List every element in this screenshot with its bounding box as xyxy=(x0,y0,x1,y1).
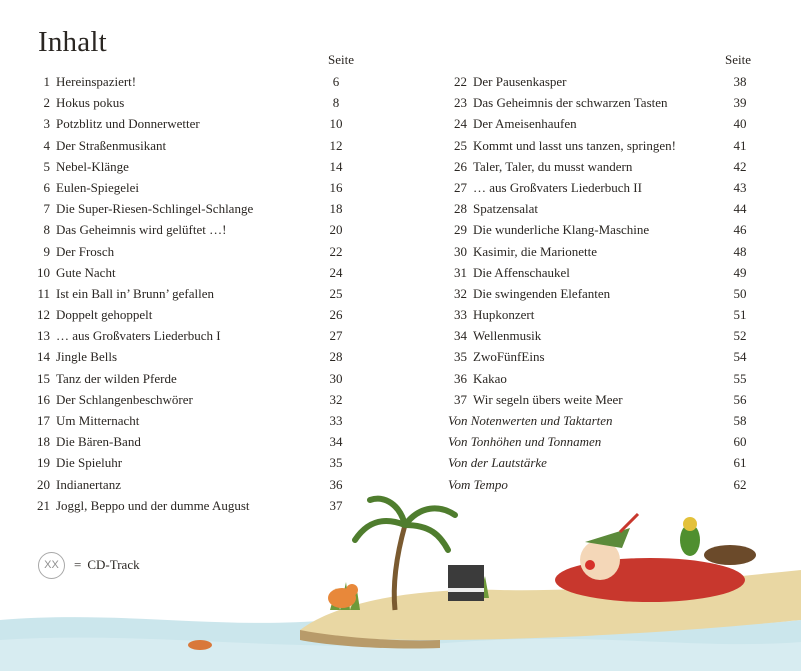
toc-entry-page: 35 xyxy=(329,455,343,471)
toc-entry-title: Doppelt gehoppelt xyxy=(56,307,153,323)
toc-entry xyxy=(30,241,350,262)
toc-entry-number: 9 xyxy=(43,243,50,259)
toc-entry-page: 26 xyxy=(329,307,343,323)
toc-entry-page: 28 xyxy=(329,349,343,365)
toc-entry-page: 58 xyxy=(733,413,747,428)
toc-entry-number: 1 xyxy=(43,74,50,89)
toc-entry-number: 34 xyxy=(454,328,467,344)
toc-entry-title: Kakao xyxy=(473,370,507,386)
toc-entry-number: 23 xyxy=(454,95,467,111)
toc-entry-title: Der Pausenkasper xyxy=(473,74,567,89)
toc-entry-number: 15 xyxy=(37,370,50,386)
toc-entry-number: 36 xyxy=(454,370,467,386)
toc-entry-number: 24 xyxy=(454,116,467,132)
toc-entry-page: 52 xyxy=(733,328,747,344)
toc-entry-number: 30 xyxy=(454,243,467,259)
toc-entry-title: Wellenmusik xyxy=(473,328,542,344)
toc-entry-number: 3 xyxy=(43,116,50,132)
toc-entry-title: Von Notenwerten und Taktarten xyxy=(448,413,613,428)
toc-entry-number: 22 xyxy=(454,74,467,89)
toc-entry xyxy=(30,368,350,389)
toc-entry-page: 20 xyxy=(329,222,343,238)
toc-entry-title: Joggl, Beppo und der dumme August xyxy=(56,497,250,513)
right-page-column-header: Seite xyxy=(725,52,751,67)
toc-entry-title: … aus Großvaters Liederbuch II xyxy=(473,179,642,195)
toc-entry xyxy=(30,410,350,431)
toc-entry-title: … aus Großvaters Liederbuch I xyxy=(56,328,221,344)
toc-entry xyxy=(447,219,777,240)
toc-entry-number: 25 xyxy=(454,137,467,153)
toc-entry-title: Spatzensalat xyxy=(473,201,538,217)
toc-entry-page: 14 xyxy=(329,158,343,174)
toc-entry xyxy=(30,346,350,367)
toc-entry xyxy=(447,198,777,219)
toc-entry-page: 36 xyxy=(329,476,343,492)
toc-entry-number: 35 xyxy=(454,349,467,365)
clown-nose xyxy=(585,560,595,570)
toc-entry xyxy=(30,71,350,92)
toc-entry-number: 27 xyxy=(454,179,467,195)
toc-entry xyxy=(447,71,777,92)
toc-entry-page: 22 xyxy=(329,243,343,259)
toc-entry xyxy=(447,262,777,283)
toc-entry xyxy=(447,135,777,156)
toc-entry-title: Tanz der wilden Pferde xyxy=(56,370,177,386)
toc-entry-number: 31 xyxy=(454,264,467,280)
toc-entry-title: Jingle Bells xyxy=(56,349,118,365)
toc-entry-title: Der Ameisenhaufen xyxy=(473,116,577,132)
toc-entry-page: 34 xyxy=(329,434,343,450)
toc-entry xyxy=(30,283,350,304)
toc-entry xyxy=(30,198,350,219)
toc-entry-number: 4 xyxy=(43,137,50,153)
toc-entry-title: Das Geheimnis wird gelüftet …! xyxy=(56,222,227,238)
toc-entry-title: Die Bären-Band xyxy=(56,434,141,450)
toc-entry-page: 32 xyxy=(329,391,343,407)
toc-entry-page: 44 xyxy=(733,201,747,217)
toc-entry xyxy=(30,219,350,240)
cd-track-circle-icon: XX xyxy=(38,552,65,579)
toc-left-column xyxy=(30,71,350,516)
toc-entry-title: Die Spieluhr xyxy=(56,455,123,471)
toc-entry xyxy=(447,283,777,304)
left-page-column-header: Seite xyxy=(328,52,354,67)
toc-entry-number: 26 xyxy=(454,158,467,174)
toc-entry-page: 10 xyxy=(329,116,343,132)
toc-entry xyxy=(30,304,350,325)
toc-entry-page: 60 xyxy=(733,434,747,450)
toc-entry-title: Taler, Taler, du musst wandern xyxy=(473,158,633,174)
toc-entry-title: Die Super-Riesen-Schlingel-Schlange xyxy=(56,201,254,217)
toc-entry xyxy=(30,389,350,410)
toc-entry-title: Der Schlangenbeschwörer xyxy=(56,391,193,407)
toc-entry-number: 5 xyxy=(43,158,50,174)
toc-entry-title: Um Mitternacht xyxy=(56,413,140,428)
toc-entry xyxy=(447,92,777,113)
toc-entry-number: 29 xyxy=(454,222,467,238)
toc-entry-title: Von der Lautstärke xyxy=(448,455,547,471)
toc-entry xyxy=(30,113,350,134)
toc-entry-number: 19 xyxy=(37,455,50,471)
toc-entry-number: 13 xyxy=(37,328,50,344)
legend-equals: = xyxy=(74,557,82,572)
toc-entry-page: 61 xyxy=(733,455,747,471)
toc-entry xyxy=(30,156,350,177)
toc-entry-page: 37 xyxy=(329,497,343,513)
toc-entry-title: Der Frosch xyxy=(56,243,115,259)
toc-entry xyxy=(447,389,777,410)
toc-entry-title: Indianertanz xyxy=(56,476,121,492)
toc-entry-title: Die Affenschaukel xyxy=(473,264,570,280)
toc-entry-title: Die wunderliche Klang-Maschine xyxy=(473,222,650,238)
clown-island-illustration-icon xyxy=(0,470,801,671)
toc-entry-title: Hokus pokus xyxy=(56,95,125,111)
toc-entry-title: Von Tonhöhen und Tonnamen xyxy=(448,434,602,450)
toc-entry-title: Ist ein Ball in’ Brunn’ gefallen xyxy=(56,285,214,301)
toc-entry-number: 28 xyxy=(454,201,467,217)
toc-entry-page: 50 xyxy=(733,285,747,301)
toc-entry xyxy=(447,241,777,262)
orange-fish xyxy=(188,640,212,650)
toc-entry-title: Gute Nacht xyxy=(56,264,116,280)
toc-entry-title: Wir segeln übers weite Meer xyxy=(473,391,623,407)
toc-entry-number: 11 xyxy=(37,285,50,301)
toc-entry-page: 16 xyxy=(329,179,343,195)
toc-entry-title: Hereinspaziert! xyxy=(56,74,137,89)
toc-entry-number: 7 xyxy=(43,201,50,217)
toc-entry-page: 18 xyxy=(329,201,343,217)
toc-entry-number: 17 xyxy=(37,413,50,428)
toc-entry-page: 42 xyxy=(733,158,747,174)
toc-entry-page: 38 xyxy=(733,74,747,89)
toc-entry-number: 10 xyxy=(37,264,50,280)
toc-entry xyxy=(447,156,777,177)
toc-entry xyxy=(447,304,777,325)
toc-entry-page: 51 xyxy=(733,307,747,323)
toc-entry xyxy=(30,262,350,283)
toc-entry-page: 24 xyxy=(329,264,343,280)
toc-entry-title: Das Geheimnis der schwarzen Tasten xyxy=(473,95,668,111)
toc-appendix-entry xyxy=(447,410,777,431)
legend-text: CD-Track xyxy=(87,557,140,572)
toc-entry xyxy=(447,177,777,198)
toc-entry-number: 12 xyxy=(37,307,50,323)
toc-entry-page: 55 xyxy=(733,370,747,386)
toc-entry-number: 14 xyxy=(37,349,50,365)
toc-entry-title: Kommt und lasst uns tanzen, springen! xyxy=(473,137,676,153)
toc-entry-title: Eulen-Spiegelei xyxy=(56,179,140,195)
toc-entry-number: 16 xyxy=(37,391,50,407)
toc-entry-number: 33 xyxy=(454,307,467,323)
toc-entry-page: 12 xyxy=(329,137,343,153)
clown-shoe xyxy=(704,545,756,565)
toc-entry-number: 32 xyxy=(454,285,467,301)
toc-entry-number: 37 xyxy=(454,391,467,407)
toc-entry-title: Die swingenden Elefanten xyxy=(473,285,611,301)
toc-entry-title: Der Straßenmusikant xyxy=(56,137,167,153)
toc-entry-page: 46 xyxy=(733,222,747,238)
page-title: Inhalt xyxy=(38,26,107,58)
toc-entry-page: 25 xyxy=(329,285,343,301)
toc-entry-number: 20 xyxy=(37,476,50,492)
toc-entry-page: 6 xyxy=(332,74,340,89)
toc-entry-title: Potzblitz und Donnerwetter xyxy=(56,116,200,132)
toc-entry xyxy=(447,346,777,367)
toy-piano xyxy=(448,565,484,601)
toc-entry-page: 41 xyxy=(733,137,747,153)
toc-entry-page: 30 xyxy=(329,370,343,386)
toc-entry-page: 54 xyxy=(733,349,747,365)
toc-entry-title: Hupkonzert xyxy=(473,307,535,323)
toc-entry xyxy=(30,177,350,198)
toc-entry-page: 49 xyxy=(733,264,747,280)
toc-entry-number: 18 xyxy=(37,434,50,450)
toc-entry-number: 21 xyxy=(37,497,50,513)
toc-entry xyxy=(30,92,350,113)
toc-entry-page: 27 xyxy=(329,328,343,344)
toc-entry-number: 8 xyxy=(43,222,50,238)
toc-entry-title: Kasimir, die Marionette xyxy=(473,243,598,259)
toc-entry xyxy=(447,368,777,389)
toc-entry-page: 62 xyxy=(733,476,747,492)
toc-entry-number: 2 xyxy=(43,95,50,111)
toc-appendix-entry xyxy=(447,431,777,452)
toc-entry-page: 48 xyxy=(733,243,747,259)
toc-entry xyxy=(30,325,350,346)
toc-entry-title: Nebel-Klänge xyxy=(56,158,129,174)
toc-entry-page: 33 xyxy=(329,413,343,428)
toc-entry-page: 39 xyxy=(733,95,747,111)
toc-entry xyxy=(447,325,777,346)
toc-right-column xyxy=(447,71,777,495)
toc-entry-page: 40 xyxy=(733,116,747,132)
toc-entry-page: 56 xyxy=(733,391,747,407)
toc-entry xyxy=(30,431,350,452)
toc-entry-page: 43 xyxy=(733,179,747,195)
toc-entry xyxy=(30,135,350,156)
toc-entry-number: 6 xyxy=(43,179,50,195)
toc-entry-title: Vom Tempo xyxy=(448,476,508,492)
palm-leaves xyxy=(355,499,455,550)
toc-entry xyxy=(447,113,777,134)
toc-entry-title: ZwoFünfEins xyxy=(473,349,545,365)
toc-entry-page: 8 xyxy=(332,95,340,111)
